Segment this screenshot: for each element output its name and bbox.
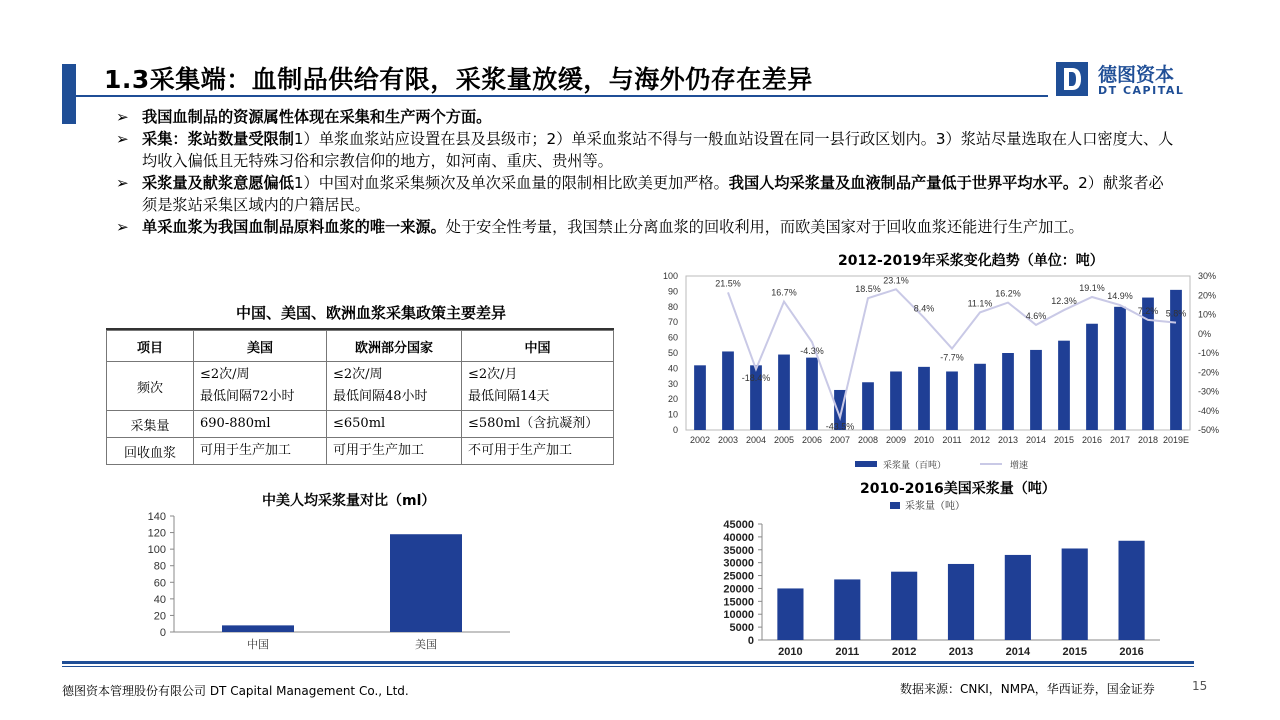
x-tick-label: 2004 [745,435,767,445]
x-tick-label: 2012 [891,646,917,658]
x-tick-label: 2017 [1109,435,1131,445]
bar [390,534,462,632]
y-tick-label: 100 [147,544,166,557]
data-label: 14.9% [1107,291,1133,302]
bar [1030,350,1042,430]
bar [890,371,902,430]
bullet-item [116,128,1176,172]
y-tick-label: 80 [153,560,166,573]
y2-tick-label: -40% [1198,405,1220,416]
y-tick-label: 140 [147,511,166,523]
y-tick-label: 40 [667,363,678,374]
table-cell-line: 690-880ml [200,416,271,431]
bar [974,364,986,430]
dt-logo-icon [1056,62,1088,96]
bullet-text: 2）献浆者必须是浆站采集区域内的户籍居民。 [142,174,1164,214]
y-tick-label: 0 [747,635,754,647]
x-tick-label: 2010 [778,646,803,658]
x-tick-label: 2011 [835,646,860,658]
y-tick-label: 30 [667,378,678,389]
data-label: 23.1% [883,275,909,286]
x-tick-label: 2018 [1137,435,1159,445]
bar [918,367,930,430]
policy-table-wrap [106,328,614,465]
table-cell-line: 可用于生产加工 [200,443,292,458]
y-tick-label: 20 [667,394,678,405]
bullet-text: 1）中国对血浆采集频次及单次采血量的限制相比欧美更加严格。 [293,174,729,192]
bar [946,371,958,430]
x-tick-label: 2009 [885,435,907,445]
y2-tick-label: 0% [1198,328,1212,339]
page-number: 15 [1192,679,1208,693]
legend-label: 采浆量（吨） [905,501,965,512]
y-tick-label: 120 [147,527,166,540]
x-tick-label: 2008 [857,435,879,445]
bar [862,382,874,430]
bar [806,358,818,430]
table-cell-us [194,362,327,411]
y-tick-label: 40000 [723,531,754,544]
bar [1005,555,1031,640]
table-cell-line: ≤580ml（含抗凝剂） [468,416,599,431]
data-label: 4.6% [1025,310,1047,321]
table-row [107,411,614,438]
bar [1118,541,1144,640]
table-header-cell: 中国 [462,331,614,362]
logo-text-en: DT CAPITAL [1098,84,1185,97]
bar [891,572,917,640]
data-label: 7.2% [1137,305,1159,316]
table-cell-cn [462,438,614,465]
table-row-label: 回收血浆 [107,438,194,465]
table-cell-line: 不可用于生产加工 [468,443,573,458]
y-tick-label: 40 [153,593,166,606]
y-tick-label: 20 [153,610,166,623]
data-label: 12.3% [1051,296,1077,307]
y-tick-label: 45000 [723,519,754,531]
bar [778,355,790,430]
bullet-bold: 采集：浆站数量受限制 [142,130,294,148]
legend-label: 增速 [1010,460,1029,470]
bar [948,564,974,640]
y-tick-label: 5000 [729,622,754,635]
table-cell-cn [462,362,614,411]
arrow-bullet-icon: ➢ [116,174,129,192]
trend-chart-title: 2012-2019年采浆变化趋势（单位：吨） [838,253,1104,269]
data-label: 18.5% [855,284,881,295]
y2-tick-label: 30% [1198,271,1217,281]
bullet-bold: 我国人均采浆量及血液制品产量低于世界平均水平。 [728,174,1079,192]
table-cell-eu [327,362,462,411]
table-cell-line: ≤2次/月 [468,367,518,382]
x-tick-label: 2014 [1025,435,1047,445]
table-cell-cn [462,411,614,438]
us-chart-title: 2010-2016美国采浆量（吨） [860,481,1056,497]
y2-tick-label: 20% [1198,290,1217,301]
x-tick-label: 2019E [1162,435,1190,445]
y-tick-label: 70 [667,317,678,328]
y-tick-label: 10 [667,409,678,420]
table-cell-us [194,438,327,465]
data-label: 16.2% [995,288,1021,299]
table-row [107,362,614,411]
y2-tick-label: -10% [1198,348,1220,358]
percapita-chart [130,508,530,656]
bar [1086,324,1098,430]
bar [1002,353,1014,430]
policy-table [106,330,614,465]
y2-tick-label: -20% [1198,367,1220,378]
legend-label: 采浆量（百吨） [883,460,947,470]
x-tick-label: 2015 [1053,435,1075,445]
bar [722,351,734,430]
table-cell-us [194,411,327,438]
table-header-cell: 欧洲部分国家 [327,331,462,362]
y2-tick-label: -50% [1198,425,1220,435]
arrow-bullet-icon: ➢ [116,218,129,236]
data-label: 21.5% [715,278,741,289]
footer-company: 德图资本管理股份有限公司 DT Capital Management Co., Ltd. [62,684,409,698]
y-tick-label: 60 [667,332,678,343]
data-label: -43.5% [825,421,855,432]
table-row-label: 采集量 [107,411,194,438]
data-label: 5.8% [1165,308,1187,319]
data-label: 19.1% [1079,282,1105,293]
page-title: 1.3采集端：血制品供给有限，采浆量放缓，与海外仍存在差异 [104,65,813,94]
bullet-item [116,106,1176,128]
bar [694,365,706,430]
y-tick-label: 20000 [723,583,754,596]
table-header-cell: 美国 [194,331,327,362]
x-tick-label: 2003 [717,435,739,445]
data-label: -18.4% [741,373,771,384]
arrow-bullet-icon: ➢ [116,108,129,126]
y-tick-label: 100 [662,271,678,281]
x-tick-label: 2005 [773,435,795,445]
bullet-text: 1）单浆血浆站应设置在县及县级市；2）单采血浆站不得与一般血站设置在同一县行政区划内。3）浆站尽量选取在人口密度大、人均收入偏低且无特殊习俗和宗教信仰的地方，如河南、重庆、贵州等。 [142,130,1174,170]
footer-rule [62,661,1194,664]
table-cell-line: 最低间隔48小时 [333,389,428,404]
y-tick-label: 30000 [723,557,754,570]
title-underline [62,95,1048,97]
x-tick-label: 2015 [1062,646,1087,658]
table-cell-eu [327,411,462,438]
table-cell-line: ≤2次/周 [200,367,250,382]
x-tick-label: 2002 [689,435,711,445]
percapita-chart-title: 中美人均采浆量对比（ml） [262,493,436,509]
us-volume-chart [690,496,1170,660]
y-tick-label: 15000 [723,596,754,609]
x-tick-label: 2011 [942,435,962,445]
table-row-label: 频次 [107,362,194,411]
arrow-bullet-icon: ➢ [116,130,129,148]
x-tick-label: 2006 [801,435,823,445]
table-cell-line: 最低间隔72小时 [200,389,295,404]
x-tick-label: 2013 [948,646,974,658]
bullet-text: 处于安全性考量，我国禁止分离血浆的回收利用，而欧美国家对于回收血浆还能进行生产加工。 [445,218,1084,236]
footer-source: 数据来源：CNKI，NMPA，华西证券，国金证券 [900,682,1155,696]
table-cell-line: 最低间隔14天 [468,389,550,404]
table-cell-line: ≤2次/周 [333,367,383,382]
bar [834,579,860,640]
legend-swatch-bar [855,461,877,467]
x-tick-label: 2016 [1081,435,1103,445]
data-label: 8.4% [913,303,935,314]
x-tick-label: 2016 [1119,646,1144,658]
table-row [107,438,614,465]
y-tick-label: 0 [672,425,678,435]
logo-text-cn: 德图资本 [1098,64,1175,86]
x-tick-label: 2014 [1005,646,1031,658]
table-cell-eu [327,438,462,465]
bullet-bold: 我国血制品的资源属性体现在采集和生产两个方面。 [142,108,492,126]
y-tick-label: 80 [667,301,678,312]
bar [222,625,294,632]
legend-swatch-bar [890,502,900,509]
policy-table-title: 中国、美国、欧洲血浆采集政策主要差异 [236,304,507,322]
bullet-bold: 单采血浆为我国血制品原料血浆的唯一来源。 [142,218,446,236]
x-tick-label: 美国 [415,639,437,651]
y-tick-label: 25000 [723,570,754,583]
y2-tick-label: -30% [1198,386,1220,397]
bar [1062,548,1088,640]
y-tick-label: 0 [159,627,166,639]
y-tick-label: 35000 [723,544,754,557]
data-label: 16.7% [771,287,797,298]
data-label: 11.1% [967,298,993,309]
bar [777,588,803,640]
trend-chart [650,268,1230,480]
bullet-item [116,172,1176,216]
data-label: -7.7% [940,352,964,363]
bullet-item [116,216,1176,238]
bullet-bold: 采浆量及献浆意愿偏低 [142,174,294,192]
footer-rule-thin [62,666,1194,667]
y-tick-label: 50 [667,348,678,358]
x-tick-label: 中国 [247,639,269,651]
y2-tick-label: 10% [1198,309,1217,320]
table-header-cell: 项目 [107,331,194,362]
x-tick-label: 2013 [997,435,1019,445]
y-tick-label: 10000 [723,609,754,622]
bullet-list [116,106,1176,238]
y-tick-label: 90 [667,286,678,297]
data-label: -4.3% [800,346,824,357]
title-accent-bar [62,64,76,124]
x-tick-label: 2010 [913,435,935,445]
bar [1114,307,1126,430]
table-cell-line: 可用于生产加工 [333,443,425,458]
x-tick-label: 2012 [969,435,991,445]
table-cell-line: ≤650ml [333,416,386,431]
bar [1058,341,1070,430]
x-tick-label: 2007 [829,435,851,445]
y-tick-label: 60 [153,577,166,590]
